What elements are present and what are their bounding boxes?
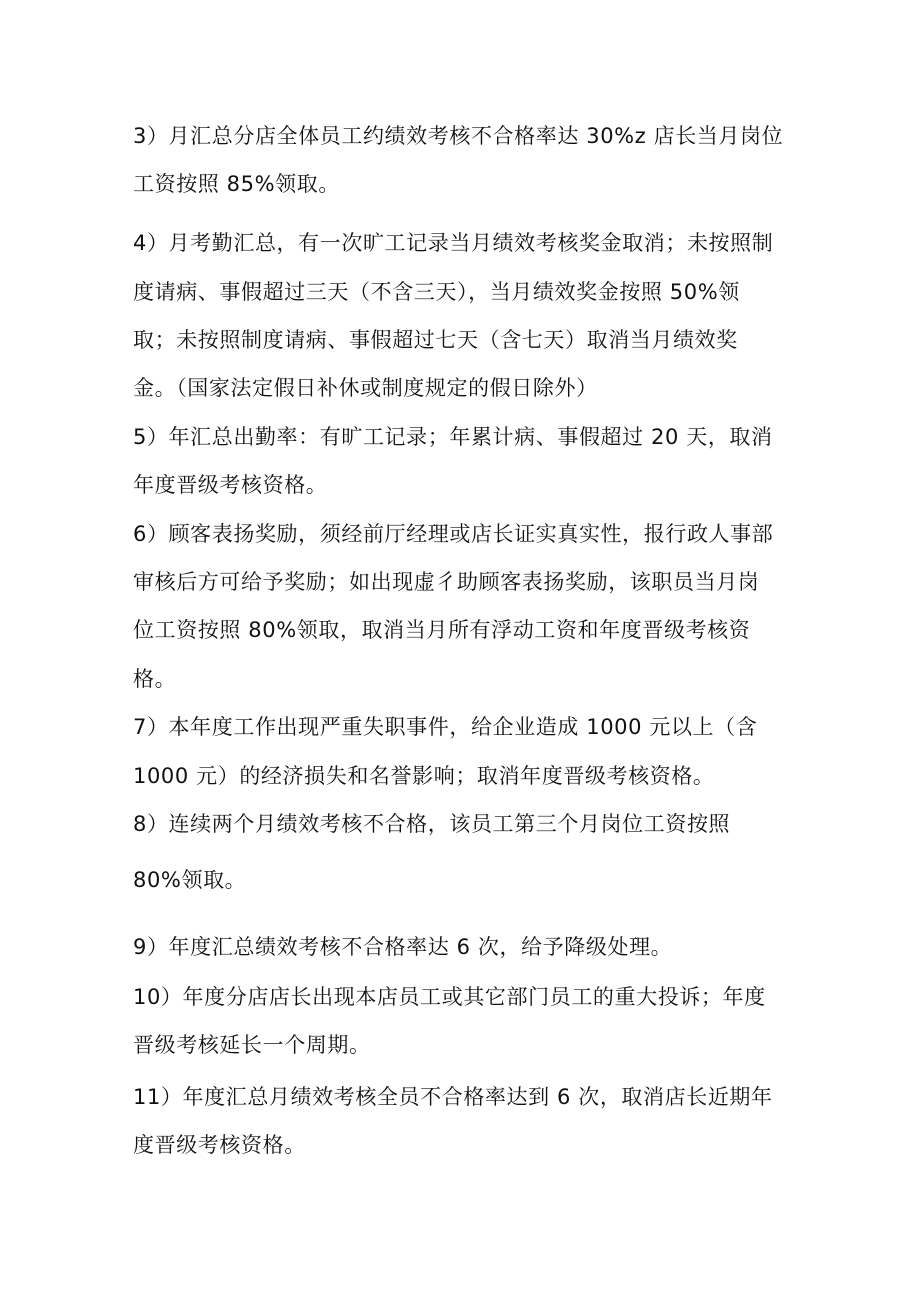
item-6-line-2: 审核后方可给予奖励；如出现虚彳助顾客表扬奖励，该职员当月岗 (133, 570, 760, 594)
item-4-line-1: 4）月考勤汇总，有一次旷工记录当月绩效考核奖金取消；未按照制 (133, 231, 774, 255)
item-5-line-1: 5）年汇总出勤率：有旷工记录；年累计病、事假超过 20 天，取消 (133, 425, 773, 449)
item-11-line-1: 11）年度汇总月绩效考核全员不合格率达到 6 次，取消店长近期年 (133, 1085, 773, 1109)
item-3-line-1: 3）月汇总分店全体员工约绩效考核不合格率达 30%z 店长当月岗位 (133, 124, 784, 148)
item-11-line-2: 度晋级考核资格。 (133, 1133, 306, 1157)
item-6-line-1: 6）顾客表扬奖励，须经前厅经理或店长证实真实性，报行政人事部 (133, 522, 774, 546)
item-10-line-2: 晋级考核延长一个周期。 (133, 1033, 371, 1057)
item-3-line-2: 工资按照 85%领取。 (133, 172, 340, 196)
item-4-line-4: 金。（国家法定假日补休或制度规定的假日除外） (133, 376, 598, 400)
item-4-line-3: 取；未按照制度请病、事假超过七天（含七天）取消当月绩效奖 (133, 328, 738, 352)
item-10-line-1: 10）年度分店店长出现本店员工或其它部门员工的重大投诉；年度 (133, 985, 766, 1009)
item-7-line-1: 7）本年度工作出现严重失职事件，给企业造成 1000 元以上（含 (133, 715, 758, 739)
item-5-line-2: 年度晋级考核资格。 (133, 473, 328, 497)
item-9-line-1: 9）年度汇总绩效考核不合格率达 6 次，给予降级处理。 (133, 935, 673, 959)
item-6-line-4: 格。 (133, 667, 177, 691)
item-7-line-2: 1000 元）的经济损失和名誉影响；取消年度晋级考核资格。 (133, 764, 715, 788)
item-8-line-1: 8）连续两个月绩效考核不合格，该员工第三个月岗位工资按照 (133, 812, 731, 836)
item-6-line-3: 位工资按照 80%领取，取消当月所有浮动工资和年度晋级考核资 (133, 618, 751, 642)
item-8-line-2: 80%领取。 (133, 868, 247, 892)
item-4-line-2: 度请病、事假超过三天（不含三天），当月绩效奖金按照 50%领 (133, 280, 740, 304)
